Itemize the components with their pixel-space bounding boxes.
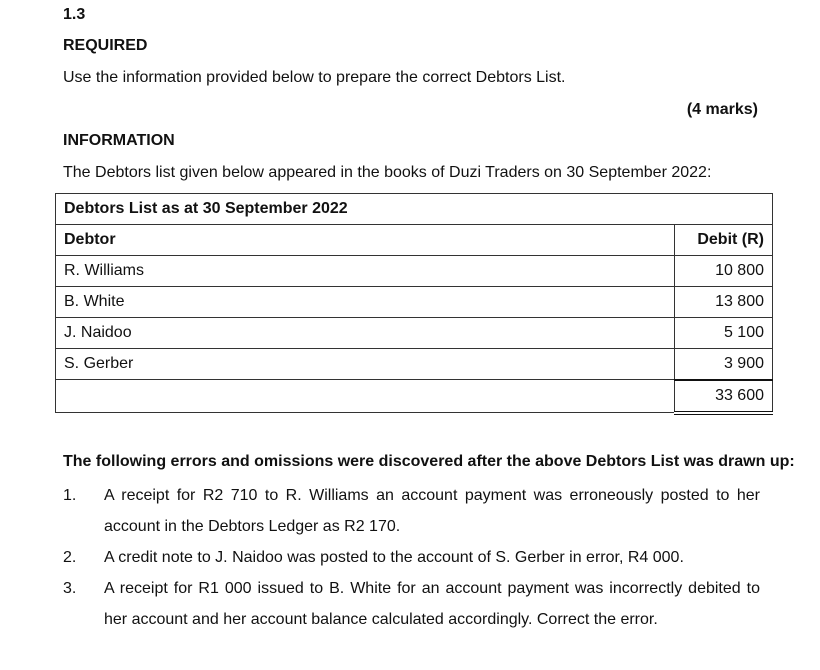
required-heading: REQUIRED [63, 37, 148, 54]
debtor-name: R. Williams [56, 256, 675, 287]
error-text: A receipt for R2 710 to R. Williams an account payment was erroneously posted to her account in the Debtors Ledger as R2 170. [104, 487, 760, 535]
debtor-debit: 5 100 [675, 318, 773, 349]
information-heading: INFORMATION [63, 132, 175, 149]
error-number: 1. [63, 487, 77, 504]
required-text: Use the information provided below to prepare the correct Debtors List. [63, 69, 566, 86]
information-text: The Debtors list given below appeared in the books of Duzi Traders on 30 September 2022: [63, 164, 712, 181]
total-label-cell [56, 380, 675, 413]
marks-label: (4 marks) [686, 101, 758, 118]
table-row [56, 287, 773, 318]
table-row [56, 349, 773, 380]
debtors-list-table [55, 193, 773, 415]
table-header-row [56, 225, 773, 256]
table-total-row [56, 380, 773, 413]
debtor-debit: 10 800 [675, 256, 773, 287]
total-debit: 33 600 [675, 380, 773, 413]
table-title: Debtors List as at 30 September 2022 [56, 194, 773, 225]
error-number: 3. [63, 580, 77, 597]
question-number: 1.3 [63, 6, 86, 23]
table-row [56, 318, 773, 349]
table-title-row [56, 194, 773, 225]
column-header-debit: Debit (R) [675, 225, 773, 256]
debtor-name: S. Gerber [56, 349, 675, 380]
debtor-name: J. Naidoo [56, 318, 675, 349]
table-row [56, 256, 773, 287]
debtor-debit: 13 800 [675, 287, 773, 318]
errors-heading: The following errors and omissions were discovered after the above Debtors List was drawn up: [63, 453, 795, 470]
debtor-debit: 3 900 [675, 349, 773, 380]
debtor-name: B. White [56, 287, 675, 318]
error-text: A credit note to J. Naidoo was posted to the account of S. Gerber in error, R4 000. [104, 549, 684, 566]
error-text: A receipt for R1 000 issued to B. White for an account payment was incorrectly debited to her account and her account balance calculated accordingly. Correct the error. [104, 580, 760, 628]
error-number: 2. [63, 549, 77, 566]
column-header-debtor: Debtor [56, 225, 675, 256]
